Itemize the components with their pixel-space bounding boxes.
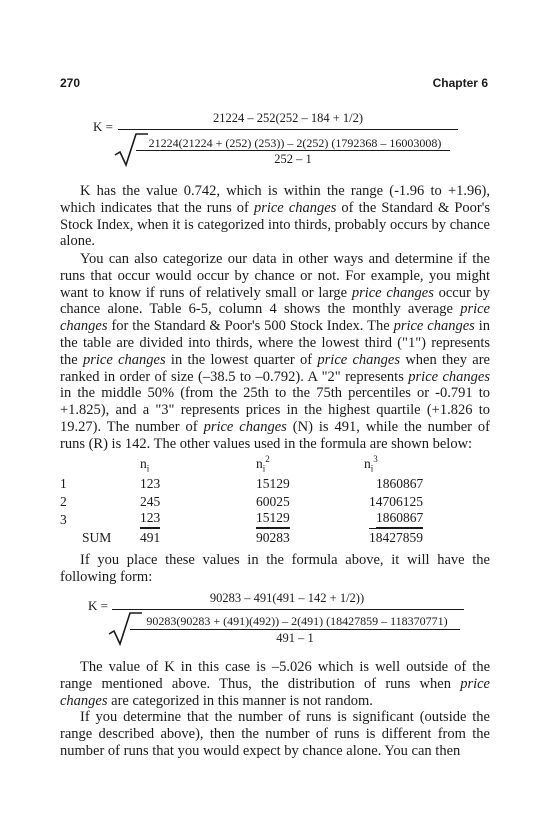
header-n-squared: $n_i^2$	[256, 454, 270, 474]
formula-1-lhs: K =	[93, 119, 113, 134]
paragraph-3: If you place these values in the formula above, it will have the following form:	[60, 552, 490, 585]
formula-2-denominator: 491 – 1	[276, 631, 314, 645]
table-sum-row: SUM 491 90283 18427859	[82, 530, 423, 545]
formula-2-main-bar	[112, 609, 464, 610]
formula-2-lhs: K =	[88, 598, 108, 613]
paragraph-5: If you determine that the number of runs is significant (outside the range described above), then the number of runs is different from the number of runs that you would expect by chance alone. You can then	[60, 709, 490, 759]
formula-1-numerator: 21224 – 252(252 – 184 + 1/2)	[212, 111, 364, 125]
formula-2-numerator: 90283 – 491(491 – 142 + 1/2))	[209, 591, 365, 605]
table-row: 3 123 15129 1860867	[60, 510, 424, 527]
page-number: 270	[60, 76, 81, 90]
formula-1-radicand: 21224(21224 + (252) (253)) – 2(252) (1792368 – 16003008)	[148, 136, 442, 150]
formula-2-radicand: 90283(90283 + (491)(492)) – 2(491) (18427859 – 118370771)	[146, 614, 448, 628]
paragraph-1: K has the value 0.742, which is within the range (-1.96 to +1.96), which indicates that the runs of price changes of the Standard & Poor's Stock Index, when it is categorized into thirds, probably occurs by chance alone.	[60, 183, 490, 250]
table-row: 2 245 60025 14706125	[60, 494, 423, 509]
paragraph-4: The value of K in this case is –5.026 which is well outside of the range mentioned above. Thus, the distribution of runs when price changes are categorized in this manner is not random.	[60, 659, 490, 709]
formula-1-denominator: 252 – 1	[274, 152, 312, 166]
formula-2-inner-bar	[130, 629, 460, 630]
table-row: 1 123 15129 1860867	[60, 476, 424, 491]
header-n-cubed: $n_i^3$	[364, 454, 378, 474]
chapter-title: Chapter 6	[432, 76, 488, 90]
header-n: $n_i$	[140, 456, 150, 474]
paragraph-2: You can also categorize our data in other ways and determine if the runs that occur would occur by chance or not. For example, you might want to know if runs of relatively small or large price changes occur by chance alone. Table 6-5, column 4 shows the monthly average price changes for the Standard & Poor's 500 Stock Index. The price changes in the table are divided into thirds, where the lowest third ("1") represents the price changes in the lowest quarter of price changes when they are ranked in order of size (–38.5 to –0.792). A "2" represents price changes in the middle 50% (from the 25th to the 75th percentiles or -0.791 to +1.825), and a "3" represents prices in the highest quartile (+1.826 to 19.27). The number of price changes (N) is 491, while the number of runs (R) is 142. The other values used in the formula are shown below:	[60, 251, 491, 452]
